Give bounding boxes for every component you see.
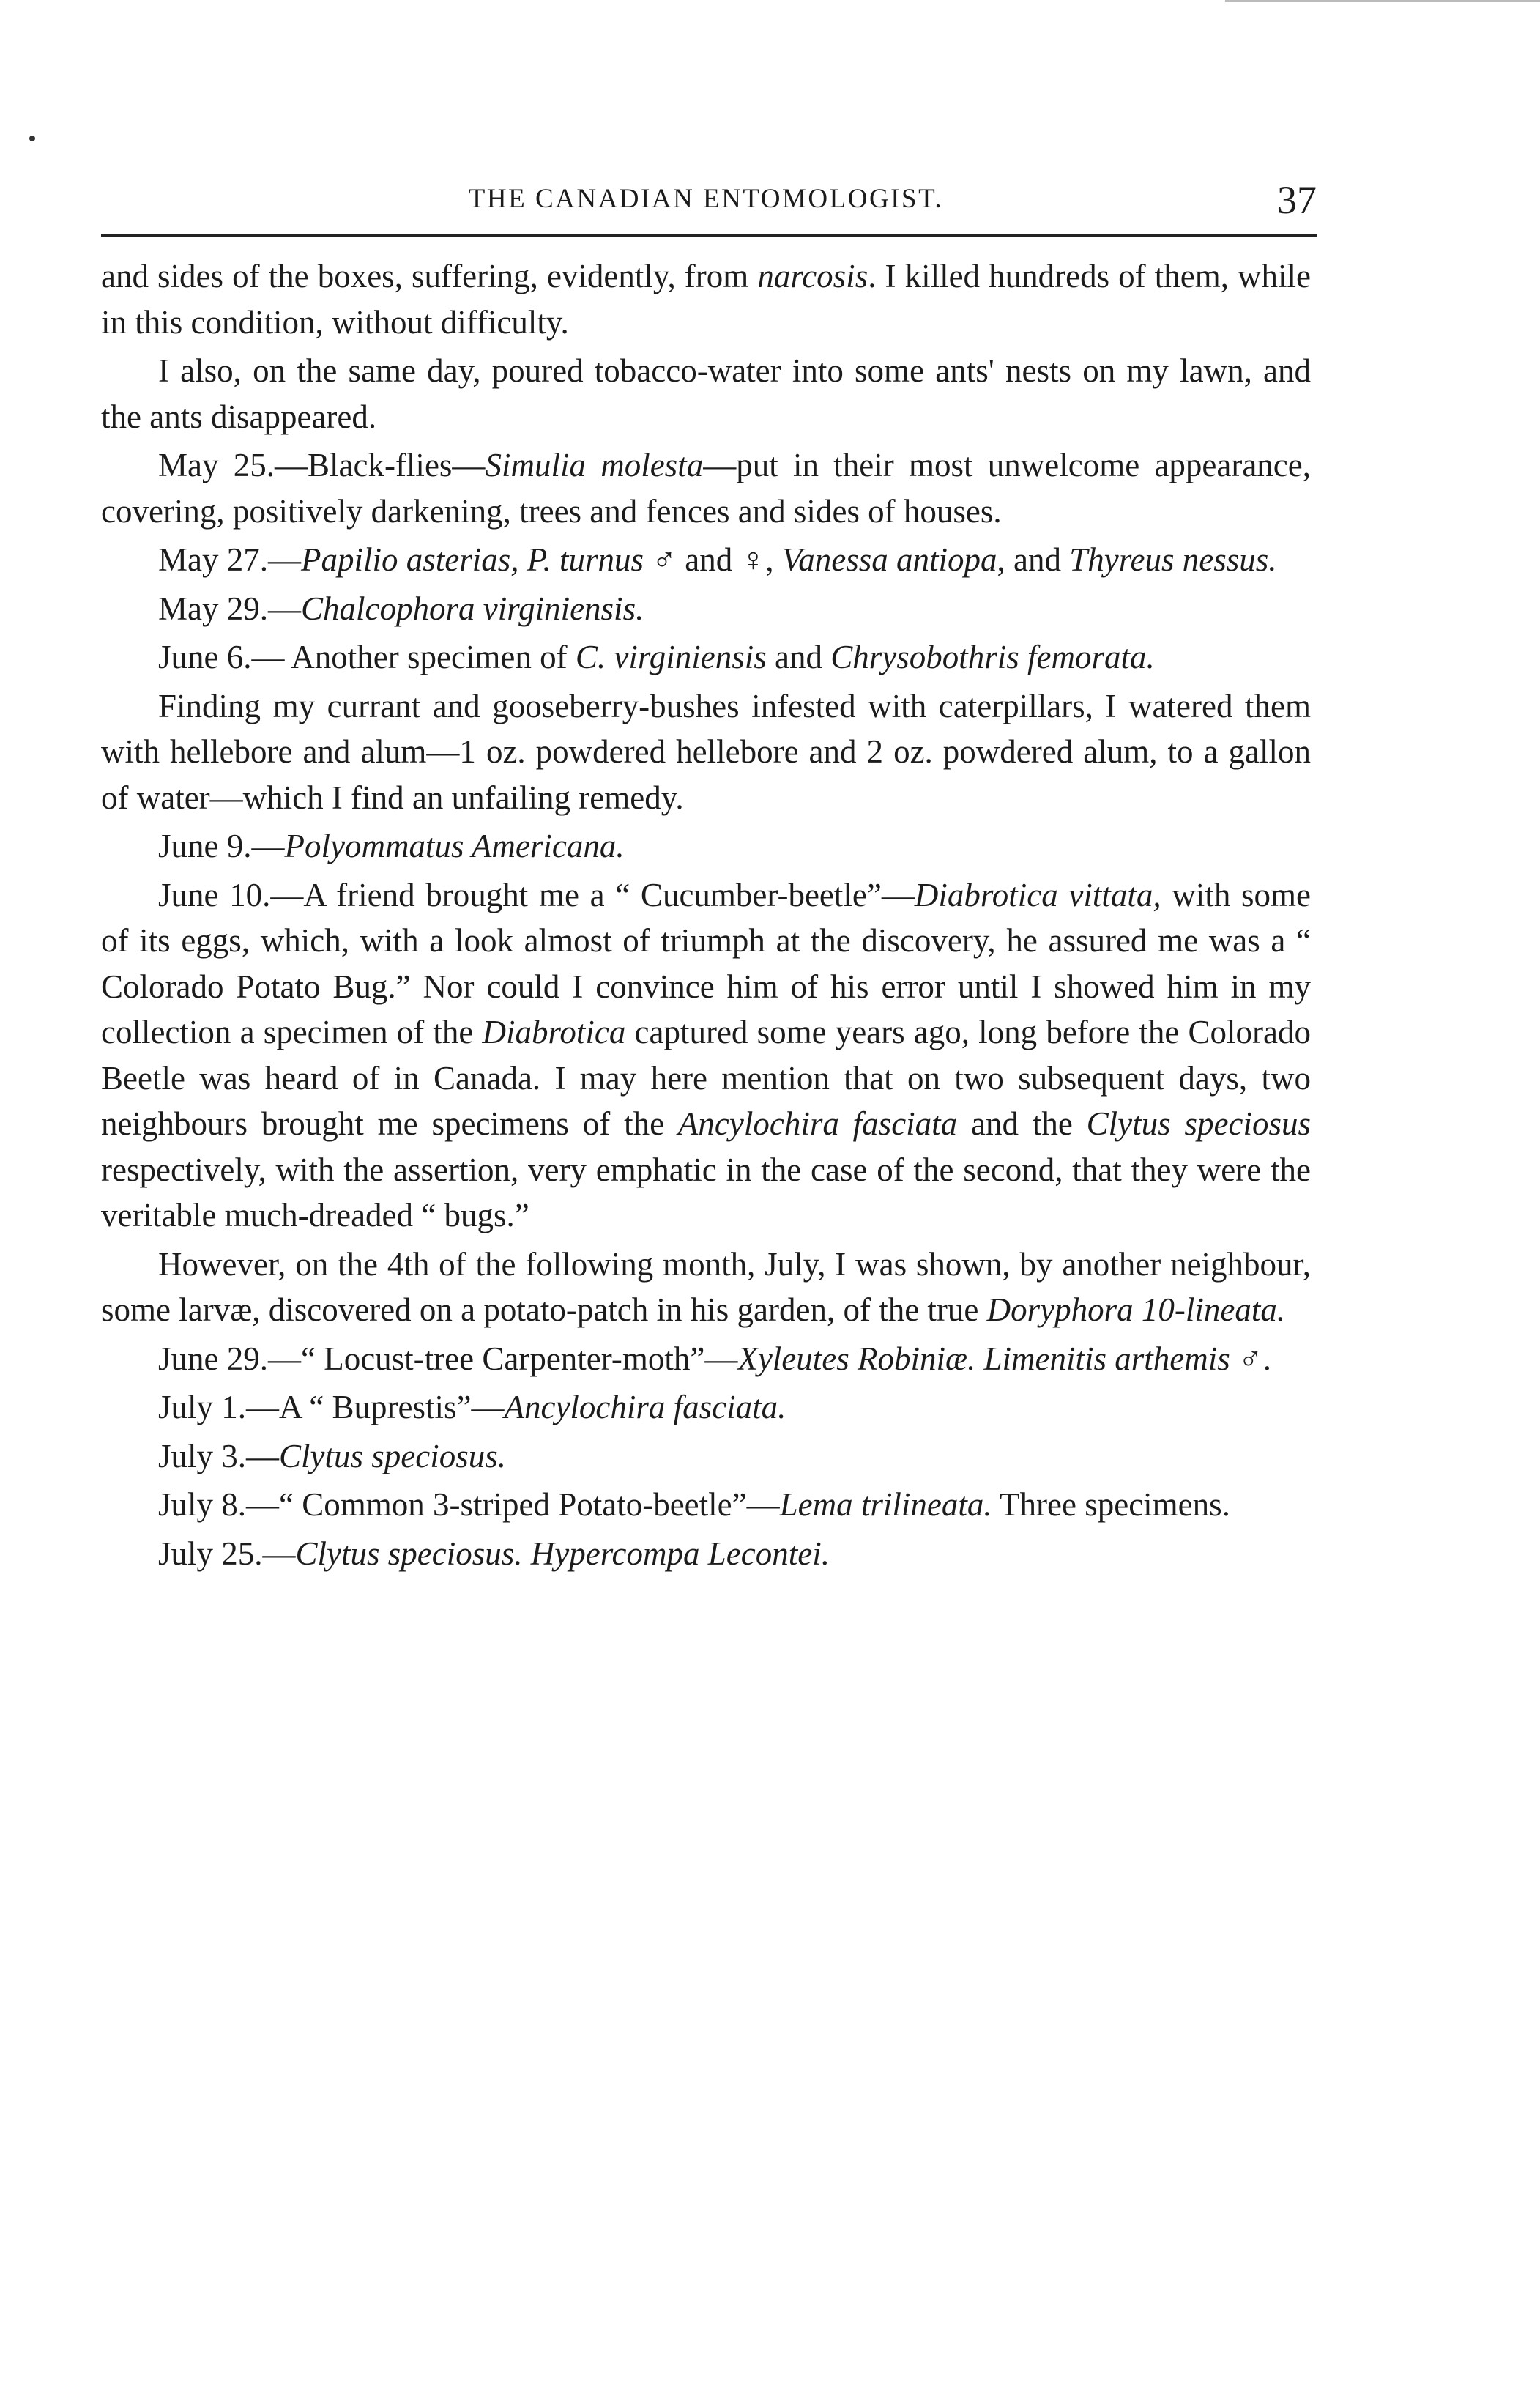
italic-text-run: Clytus speciosus. <box>279 1437 507 1474</box>
italic-text-run: Xyleutes Robiniæ. Limenitis arthemis <box>737 1340 1230 1377</box>
paragraph <box>101 1336 1311 1382</box>
running-title: THE CANADIAN ENTOMOLOGIST. <box>468 184 944 214</box>
text-run: July 3.— <box>158 1437 280 1474</box>
italic-text-run: Lema trilineata. <box>779 1486 992 1523</box>
text-run: May 29.— <box>158 590 301 627</box>
italic-text-run: Ancylochira fasciata <box>677 1105 958 1142</box>
italic-text-run: Simulia molesta <box>485 447 704 483</box>
italic-text-run: Chalcophora virginiensis. <box>301 590 644 627</box>
text-run: . I killed hundreds of them, while in this condition, without difficulty. <box>101 258 1311 341</box>
italic-text-run: Diabrotica vittata, <box>914 876 1161 913</box>
scan-speck <box>29 136 35 141</box>
book-page <box>101 178 1317 1576</box>
text-run: , and <box>997 541 1070 578</box>
paragraph <box>101 634 1311 680</box>
text-run: June 29.—“ Locust-tree Carpenter-moth”— <box>158 1340 738 1377</box>
paragraph <box>101 872 1311 1239</box>
scan-edge-line <box>1225 0 1540 2</box>
text-run: with some of its eggs, which, with a look almost of triumph at the discovery, he assured me was a “ Colorado Potato Bug.” Nor could I convince him of his error until I showed him in my collection a specimen of the <box>101 876 1311 1050</box>
text-run: Three specimens. <box>992 1486 1230 1523</box>
text-run: June 9.— <box>158 828 285 864</box>
italic-text-run: Vanessa antiopa <box>781 541 997 578</box>
text-run: ♂ and ♀, <box>643 541 782 578</box>
text-run: May 27.— <box>158 541 301 578</box>
paragraph <box>101 1433 1311 1480</box>
text-run: and the <box>957 1105 1087 1142</box>
italic-text-run: Thyreus nessus. <box>1069 541 1277 578</box>
italic-text-run: Doryphora 10-lineata. <box>986 1291 1286 1328</box>
text-run: July 25.— <box>158 1535 296 1572</box>
italic-text-run: Polyommatus Americana. <box>284 828 625 864</box>
header-rule <box>101 234 1317 237</box>
italic-text-run: Papilio asterias, P. turnus <box>301 541 644 578</box>
italic-text-run: Diabrotica <box>482 1014 626 1050</box>
paragraph <box>101 823 1311 869</box>
running-head <box>101 178 1317 234</box>
text-run: Finding my currant and gooseberry-bushes infested with caterpillars, I watered them with hellebore and alum—1 oz. powdered hellebore and 2 oz. powdered alum, to a gallon of water—which I find an unfailing remedy. <box>101 687 1311 816</box>
italic-text-run: Chrysobothris femorata. <box>830 639 1155 675</box>
italic-text-run: Clytus speciosus <box>1086 1105 1311 1142</box>
text-run: May 25.—Black-flies— <box>158 447 486 483</box>
italic-text-run: C. virginiensis <box>575 639 767 675</box>
italic-text-run: Clytus speciosus. Hypercompa Lecontei. <box>295 1535 830 1572</box>
text-run: However, on the 4th of the following month, July, I was shown, by another neighbour, some larvæ, discovered on a potato-patch in his garden, of the true <box>101 1245 1311 1328</box>
paragraph <box>101 348 1311 439</box>
paragraph <box>101 442 1311 534</box>
italic-text-run: Ancylochira fasciata. <box>504 1389 786 1425</box>
paragraph <box>101 1482 1311 1528</box>
paragraph <box>101 683 1311 821</box>
text-run: June 6.— Another specimen of <box>158 639 576 675</box>
page-number: 37 <box>1277 178 1317 222</box>
body-text <box>101 253 1311 1576</box>
text-run: captured some years ago, long before the Colorado Beetle was heard of in Canada. I may here mention that on two subsequent days, two neighbours brought me specimens of the <box>101 1014 1311 1142</box>
paragraph <box>101 253 1311 345</box>
text-run: June 10.—A friend brought me a “ Cucumber-beetle”— <box>158 876 915 913</box>
paragraph <box>101 586 1311 632</box>
italic-text-run: narcosis <box>757 258 868 294</box>
text-run: July 8.—“ Common 3-striped Potato-beetle”— <box>158 1486 780 1523</box>
text-run: —put in their most unwelcome appearance, covering, positively darkening, trees and fences and sides of houses. <box>101 447 1312 530</box>
text-run: I also, on the same day, poured tobacco-water into some ants' nests on my lawn, and the ants disappeared. <box>101 352 1311 435</box>
text-run: ♂. <box>1230 1340 1272 1377</box>
text-run: and sides of the boxes, suffering, evidently, from <box>101 258 758 294</box>
text-run: respectively, with the assertion, very emphatic in the case of the second, that they were the veritable much-dreaded “ bugs.” <box>101 1151 1311 1233</box>
paragraph <box>101 1531 1311 1577</box>
paragraph <box>101 1384 1311 1431</box>
paragraph <box>101 537 1311 583</box>
text-run: July 1.—A “ Buprestis”— <box>158 1389 505 1425</box>
text-run: and <box>766 639 831 675</box>
paragraph <box>101 1242 1311 1333</box>
